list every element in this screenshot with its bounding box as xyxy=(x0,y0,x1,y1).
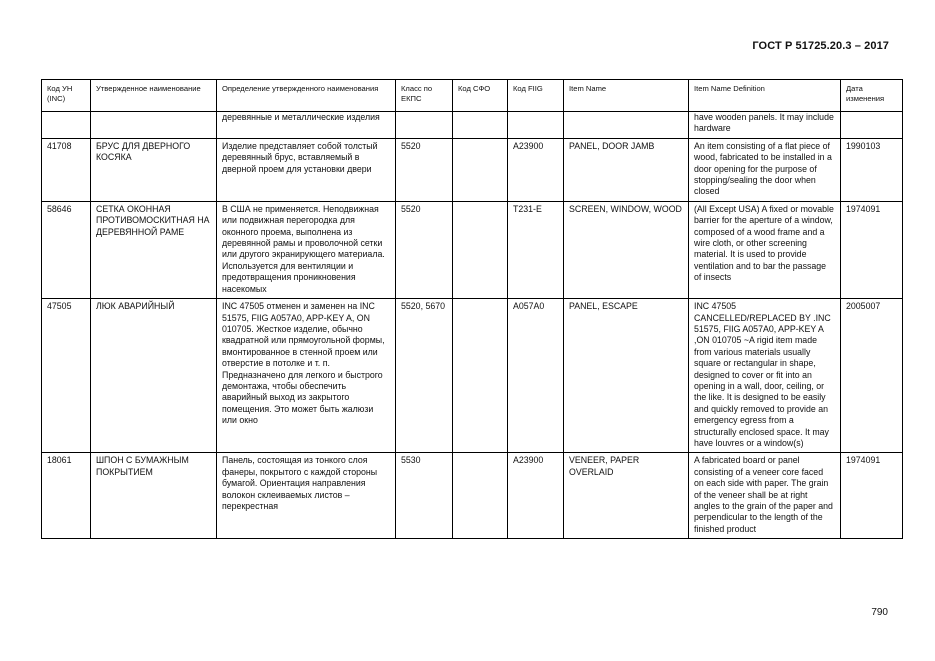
table-row xyxy=(42,299,903,453)
cell-name-ru: ШПОН С БУМАЖНЫМ ПОКРЫТИЕМ xyxy=(91,453,217,539)
table-body xyxy=(42,112,903,539)
table-row xyxy=(42,138,903,201)
table-row xyxy=(42,453,903,539)
cell-date: 1990103 xyxy=(841,138,903,201)
cell-definition-en: have wooden panels. It may include hardware xyxy=(689,112,841,139)
cell-name-ru: БРУС ДЛЯ ДВЕРНОГО КОСЯКА xyxy=(91,138,217,201)
table-row xyxy=(42,201,903,298)
col-header-item-name: Item Name xyxy=(564,80,689,112)
col-header-date: Дата изменения xyxy=(841,80,903,112)
cell-ekps xyxy=(396,112,453,139)
cell-item-name: SCREEN, WINDOW, WOOD xyxy=(564,201,689,298)
cell-date: 1974091 xyxy=(841,453,903,539)
cell-definition-ru: деревянные и металлические изделия xyxy=(217,112,396,139)
document-header: ГОСТ Р 51725.20.3 – 2017 xyxy=(752,40,889,52)
cell-sfo xyxy=(453,299,508,453)
cell-definition-ru: INC 47505 отменен и заменен на INC 51575, FIIG A057A0, APP-KEY A, ON 010705. Жесткое изделие, обычно квадратной или прямоугольной формы, вмонтированное в стенной проем или отверстие в потолке и т. п. Предназначено для легкого и быстрого демонтажа, чтобы обеспечить аварийный выход из закрытого помещения. Это может быть жалюзи или окно xyxy=(217,299,396,453)
cell-date xyxy=(841,112,903,139)
cell-definition-en: An item consisting of a flat piece of wood, fabricated to be installed in a door opening for the purpose of stopping/sealing the door when closed xyxy=(689,138,841,201)
cell-name-ru: СЕТКА ОКОННАЯ ПРОТИВОМОСКИТНАЯ НА ДЕРЕВЯННОЙ РАМЕ xyxy=(91,201,217,298)
cell-item-name xyxy=(564,112,689,139)
col-header-inc: Код УН (INC) xyxy=(42,80,91,112)
cell-item-name: VENEER, PAPER OVERLAID xyxy=(564,453,689,539)
cell-definition-en: A fabricated board or panel consisting of a veneer core faced on each side with paper. The grain of the veneer shall be at right angles to the grain of the paper and perpendicular to the length of the finished product xyxy=(689,453,841,539)
header-row xyxy=(42,80,903,112)
cell-sfo xyxy=(453,201,508,298)
cell-ekps: 5530 xyxy=(396,453,453,539)
col-header-name-ru: Утвержденное наименование xyxy=(91,80,217,112)
cell-name-ru xyxy=(91,112,217,139)
page-number: 790 xyxy=(871,607,888,618)
items-table xyxy=(41,79,903,539)
cell-definition-ru: Изделие представляет собой толстый деревянный брус, вставляемый в дверной проем для установки двери xyxy=(217,138,396,201)
cell-definition-en: (All Except USA) A fixed or movable barrier for the aperture of a window, composed of a wood frame and a wire cloth, or other screening material. It is used to provide ventilation and to bar the passage of insects xyxy=(689,201,841,298)
cell-fiig: A057A0 xyxy=(508,299,564,453)
col-header-ekps: Класс по ЕКПС xyxy=(396,80,453,112)
col-header-definition-en: Item Name Definition xyxy=(689,80,841,112)
col-header-definition-ru: Определение утвержденного наименования xyxy=(217,80,396,112)
cell-item-name: PANEL, DOOR JAMB xyxy=(564,138,689,201)
cell-fiig: A23900 xyxy=(508,453,564,539)
cell-inc: 47505 xyxy=(42,299,91,453)
cell-inc: 18061 xyxy=(42,453,91,539)
col-header-sfo: Код СФО xyxy=(453,80,508,112)
continuation-row xyxy=(42,112,903,139)
cell-date: 1974091 xyxy=(841,201,903,298)
cell-sfo xyxy=(453,453,508,539)
cell-definition-en: INC 47505 CANCELLED/REPLACED BY .INC 51575, FIIG A057A0, APP-KEY A ,ON 010705 ~A rigid item made from various materials usually square or rectangular in shape, designed to cover or fit into an opening in a wall, door, ceiling, or the like. It is designed to be easily and quickly removed to provide an emergency egress from a structurally enclosed space. It may have louvres or a window(s) xyxy=(689,299,841,453)
cell-definition-ru: В США не применяется. Неподвижная или подвижная перегородка для оконного проема, выполнена из деревянной рамы и проволочной сетки или другого экранирующего материала. Используется для вентиляции и предотвращения проникновения насекомых xyxy=(217,201,396,298)
cell-name-ru: ЛЮК АВАРИЙНЫЙ xyxy=(91,299,217,453)
table-header xyxy=(42,80,903,112)
col-header-fiig: Код FIIG xyxy=(508,80,564,112)
cell-ekps: 5520 xyxy=(396,201,453,298)
cell-fiig: A23900 xyxy=(508,138,564,201)
cell-inc xyxy=(42,112,91,139)
cell-fiig: T231-E xyxy=(508,201,564,298)
cell-date: 2005007 xyxy=(841,299,903,453)
cell-fiig xyxy=(508,112,564,139)
cell-ekps: 5520, 5670 xyxy=(396,299,453,453)
cell-inc: 41708 xyxy=(42,138,91,201)
cell-inc: 58646 xyxy=(42,201,91,298)
cell-definition-ru: Панель, состоящая из тонкого слоя фанеры, покрытого с каждой стороны бумагой. Ориентация направления волокон склеиваемых листов – перекрестная xyxy=(217,453,396,539)
cell-ekps: 5520 xyxy=(396,138,453,201)
cell-item-name: PANEL, ESCAPE xyxy=(564,299,689,453)
cell-sfo xyxy=(453,112,508,139)
cell-sfo xyxy=(453,138,508,201)
